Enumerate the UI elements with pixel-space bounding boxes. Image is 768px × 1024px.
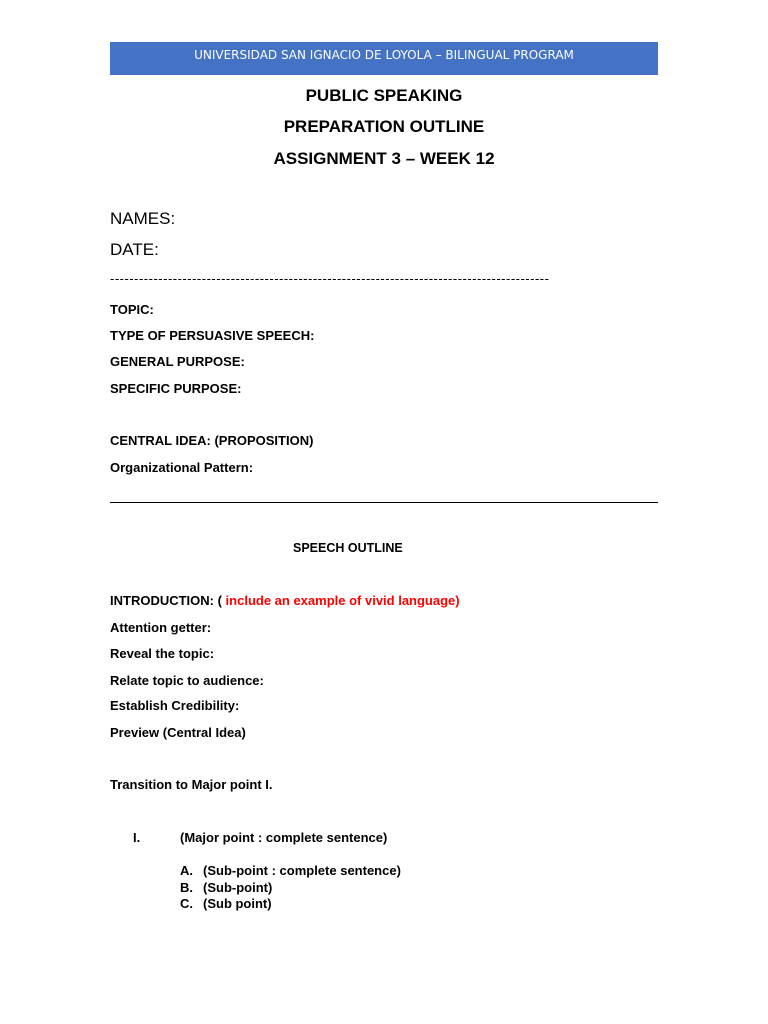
sub-point-b-text: (Sub-point) — [203, 880, 273, 895]
names-label: NAMES: — [110, 209, 176, 228]
attention-getter-label: Attention getter: — [110, 620, 212, 635]
course-title: PUBLIC SPEAKING — [305, 86, 463, 105]
central-idea-label: CENTRAL IDEA: (PROPOSITION) — [110, 433, 314, 448]
date-label: DATE: — [110, 240, 159, 259]
program-banner: UNIVERSIDAD SAN IGNACIO DE LOYOLA – BILINGUAL PROGRAM — [110, 42, 658, 75]
assignment-title: ASSIGNMENT 3 – WEEK 12 — [273, 149, 495, 168]
sub-point-c-letter: C. — [180, 896, 193, 911]
establish-credibility-label: Establish Credibility: — [110, 698, 240, 713]
sub-point-c-text: (Sub point) — [203, 896, 272, 911]
outline-title: PREPARATION OUTLINE — [283, 117, 485, 136]
general-purpose-label: GENERAL PURPOSE: — [110, 354, 245, 369]
topic-label: TOPIC: — [110, 302, 154, 317]
introduction-text: INTRODUCTION: ( — [110, 593, 226, 608]
sub-point-a-letter: A. — [180, 863, 193, 878]
preview-label: Preview (Central Idea) — [110, 725, 246, 740]
major-point-number: I. — [133, 830, 141, 845]
reveal-topic-label: Reveal the topic: — [110, 646, 215, 661]
horizontal-rule — [110, 502, 658, 503]
specific-purpose-label: SPECIFIC PURPOSE: — [110, 381, 242, 396]
sub-point-b-letter: B. — [180, 880, 193, 895]
vivid-language-note: include an example of vivid language) — [225, 593, 460, 608]
type-label: TYPE OF PERSUASIVE SPEECH: — [110, 328, 315, 343]
relate-topic-label: Relate topic to audience: — [110, 673, 264, 688]
speech-outline-heading: SPEECH OUTLINE — [293, 541, 403, 555]
transition-label: Transition to Major point I. — [110, 777, 273, 792]
sub-point-a-text: (Sub-point : complete sentence) — [203, 863, 401, 878]
introduction-label — [110, 593, 460, 608]
major-point-text: (Major point : complete sentence) — [180, 830, 388, 845]
organizational-pattern-label: Organizational Pattern: — [110, 460, 254, 475]
dashed-separator: ------------------------------------------------------------------------------------------- — [110, 271, 550, 286]
